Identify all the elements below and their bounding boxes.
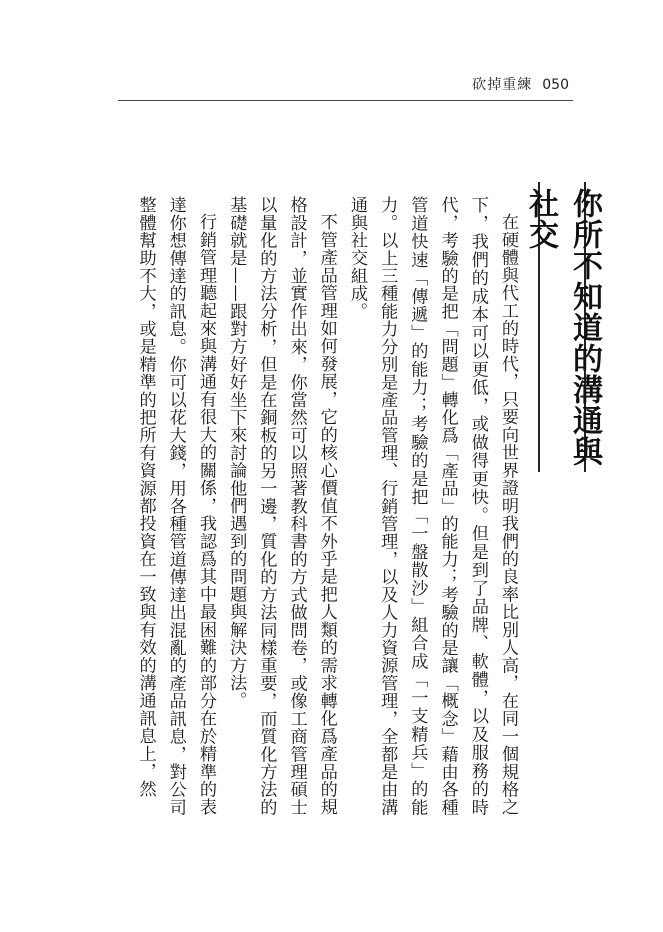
body-text — [130, 196, 523, 816]
section-title: 你所不知道的溝通與社交 — [523, 188, 602, 467]
running-header — [472, 74, 569, 94]
section-title-box — [523, 182, 602, 472]
paragraph-2: 不管產品管理如何發展，它的核心價值不外乎是把人類的需求轉化爲產品的規格設計，並實作出來，你當然可以照著教科書的方式做問卷，或像工商管理碩士以量化的方法分析，但是在銅板的另一邊，質化的方法同樣重要，而質化方法的基礎就是——跟對方好好坐下來討論他們遇到的問題與解決方法。 — [226, 196, 337, 816]
header-rule — [118, 100, 573, 101]
paragraph-3: 行銷管理聽起來與溝通有很大的關係，我認爲其中最困難的部分在於精準的表達你想傳達的訊息。你可以花大錢，用各種管道傳達出混亂的產品訊息，對公司整體幫助不大，或是精準的把所有資源都投資在一致與有效的溝通訊息上，然 — [135, 196, 216, 816]
book-title: 砍掉重練 — [472, 77, 533, 93]
page-number: 050 — [542, 77, 569, 93]
paragraph-1: 在硬體與代工的時代，只要向世界證明我們的良率比別人高，在同一個規格之下，我們的成本可以更低，或做得更快。但是到了品牌、軟體，以及服務的時代，考驗的是把「問題」轉化爲「產品」的能力；考驗的是讓「概念」藉由各種管道快速「傳遞」的能力；考驗的是把「一盤散沙」組合成「一支精兵」的能力。以上三種能力分別是產品管理、行銷管理，以及人力資源管理，全都是由溝通與社交組成。 — [346, 196, 518, 816]
